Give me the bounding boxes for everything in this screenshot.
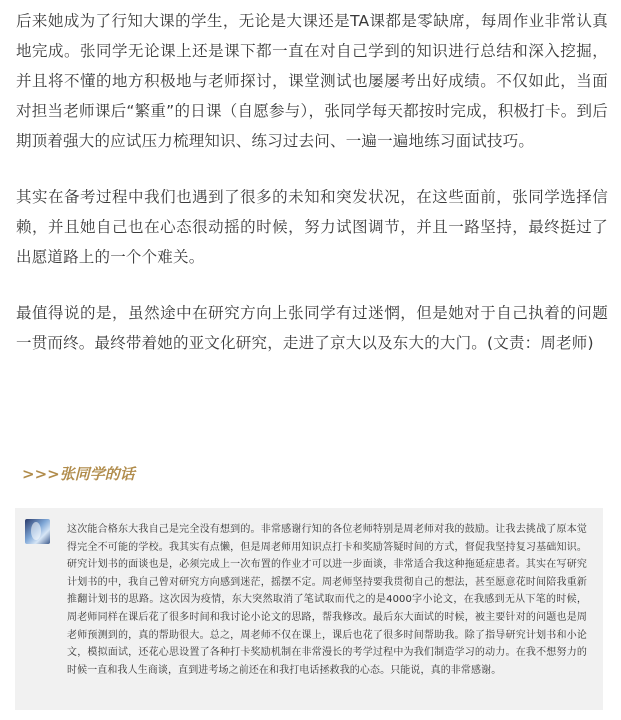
article-paragraph-1: 后来她成为了行知大课的学生，无论是大课还是TA课都是零缺席，每周作业非常认真地完成。张同学无论课上还是课下都一直在对自己学到的知识进行总结和深入挖掘，并且将不懂的地方积极地与老师探讨，课堂测试也屡屡考出好成绩。不仅如此，当面对担当老师课后“繁重”的日课（自愿参与），张同学每天都按时完成，积极打卡。到后期顶着强大的应试压力梳理知识、练习过去问、一遍一遍地练习面试技巧。 — [16, 12, 608, 150]
student-quote-card — [15, 508, 603, 710]
article-paragraph-2: 其实在备考过程中我们也遇到了很多的未知和突发状况，在这些面前，张同学选择信赖，并且她自己也在心态很动摇的时候，努力试图调节，并且一路坚持，最终挺过了出愿道路上的一个个难关。 — [16, 188, 608, 266]
avatar-highlight — [31, 522, 41, 540]
article-paragraph-3: 最值得说的是，虽然途中在研究方向上张同学有过迷惘，但是她对于自己执着的问题一贯而终。最终带着她的亚文化研究，走进了京大以及东大的大门。(文责：周老师) — [16, 304, 608, 352]
student-quote-text: 这次能合格东大我自己是完全没有想到的。非常感谢行知的各位老师特别是周老师对我的鼓励。让我去挑战了原本觉得完全不可能的学校。我其实有点懒，但是周老师用知识点打卡和奖励答疑时间的方式，督促我坚持复习基础知识。研究计划书的面谈也是，必须完成上一次布置的作业才可以进一步面谈，非常适合我这种拖延症患者。其实在写研究计划书的中，我自己曾对研究方向感到迷茫，摇摆不定。周老师坚持要我贯彻自己的想法，甚至愿意花时间陪我重新推翻计划书的思路。这次因为疫情，东大突然取消了笔试取而代之的是4000字小论文，在我感到无从下笔的时候，周老师同样在课后花了很多时间和我讨论小论文的思路，帮我修改。最后东大面试的时候，被主要针对的问题也是周老师预测到的，真的帮助很大。总之，周老师不仅在课上，课后也花了很多时间帮助我。除了指导研究计划书和小论文，模拟面试，还花心思设置了各种打卡奖励机制在非常漫长的考学过程中为我们制造学习的动力。在我不想努力的时候一直和我人生商谈，直到进考场之前还在和我打电话拯救我的心态。只能说，真的非常感谢。 — [67, 524, 587, 676]
section-heading: >>>张同学的话 — [22, 465, 135, 483]
avatar-icon — [25, 519, 50, 544]
article-body — [16, 6, 608, 384]
